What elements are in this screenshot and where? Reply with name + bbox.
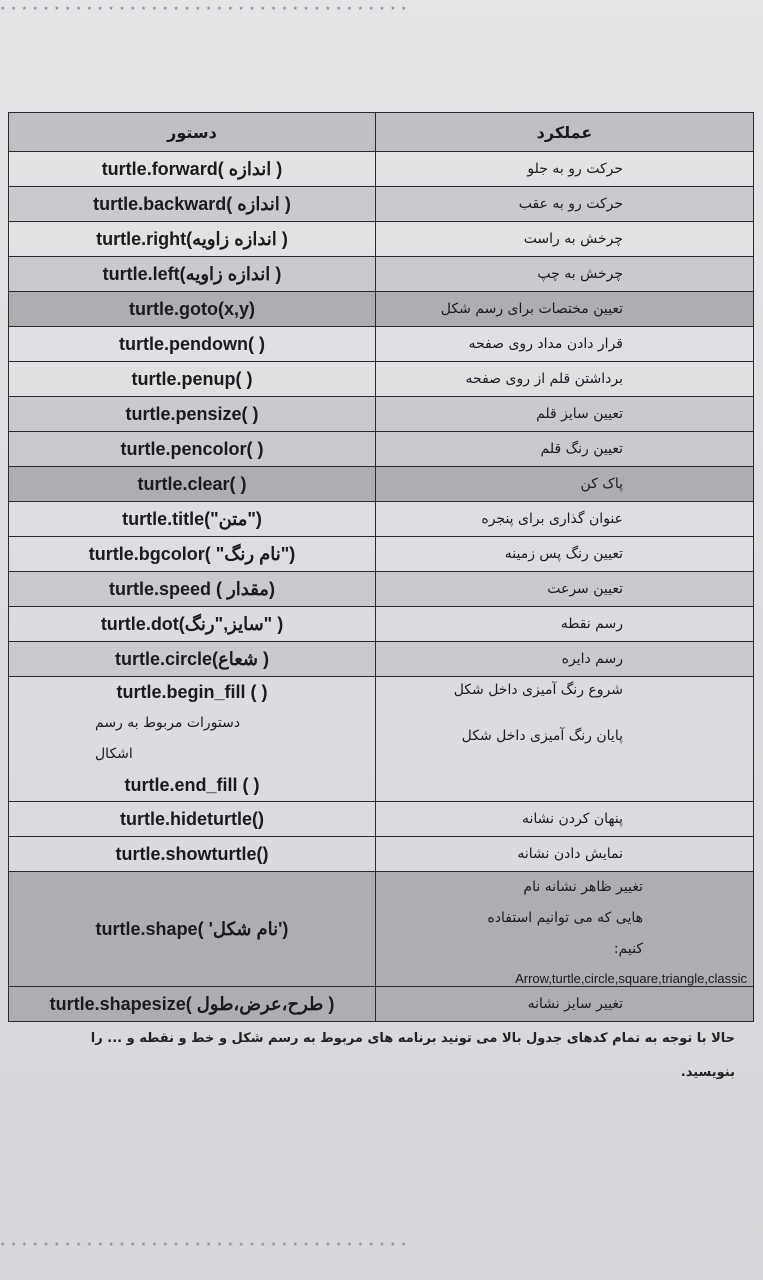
drawing-commands-note: دستورات مربوط به رسم: [95, 715, 241, 731]
table-row: [9, 502, 754, 537]
command-cell: turtle.showturtle(): [9, 837, 376, 872]
command-cell: turtle.shapesize( طرح،عرض،طول ): [9, 987, 376, 1022]
begin-fill-function: شروع رنگ آمیزی داخل شکل: [453, 682, 623, 698]
function-cell: چرخش به چپ: [376, 257, 754, 292]
function-cell: تعیین سرعت: [376, 572, 754, 607]
command-cell: turtle.forward( اندازه ): [9, 152, 376, 187]
command-cell: turtle.left(اندازه زاویه ): [9, 257, 376, 292]
command-cell: turtle.speed ( مقدار): [9, 572, 376, 607]
table-row: [9, 837, 754, 872]
function-cell: نمایش دادن نشانه: [376, 837, 754, 872]
function-cell: رسم نقطه: [376, 607, 754, 642]
function-cell: پاک کن: [376, 467, 754, 502]
table-row: [9, 397, 754, 432]
table-row: [9, 467, 754, 502]
function-cell: چرخش به راست: [376, 222, 754, 257]
function-cell: تعیین مختصات برای رسم شکل: [376, 292, 754, 327]
command-cell: turtle.pendown( ): [9, 327, 376, 362]
header-function: عملکرد: [376, 113, 754, 152]
shape-function-line-1: تغییر ظاهر نشانه نام: [523, 879, 643, 895]
fill-table-row: [9, 677, 754, 802]
table-row: [9, 152, 754, 187]
table-row: [9, 537, 754, 572]
command-cell: turtle.circle(شعاع ): [9, 642, 376, 677]
shape-function-line-3: کنیم:: [613, 941, 643, 957]
begin-fill-command: turtle.begin_fill ( ): [116, 682, 268, 702]
table-row: [9, 292, 754, 327]
table-row: [9, 607, 754, 642]
table-row: [9, 572, 754, 607]
function-cell: عنوان گذاری برای پنجره: [376, 502, 754, 537]
function-cell: حرکت رو به عقب: [376, 187, 754, 222]
command-cell: turtle.goto(x,y): [9, 292, 376, 327]
function-cell: حرکت رو به جلو: [376, 152, 754, 187]
shape-names-list: Arrow,turtle,circle,square,triangle,classic: [515, 971, 747, 986]
fill-function-cell: [376, 677, 754, 802]
command-cell: turtle.right(اندازه زاویه ): [9, 222, 376, 257]
table-row: [9, 987, 754, 1022]
end-fill-command: turtle.end_fill ( ): [124, 775, 260, 795]
command-cell: turtle.title("متن"): [9, 502, 376, 537]
shape-function-cell: [376, 872, 754, 987]
shape-command-cell: turtle.shape( 'نام شکل'): [9, 872, 376, 987]
function-cell: رسم دایره: [376, 642, 754, 677]
drawing-commands-note-cont: اشکال: [95, 746, 133, 762]
header-command: دستور: [9, 113, 376, 152]
bottom-decorative-border: ٭ ٭ ٭ ٭ ٭ ٭ ٭ ٭ ٭ ٭ ٭ ٭ ٭ ٭ ٭ ٭ ٭ ٭ ٭ ٭ ٭ ٭ ٭ ٭ ٭ ٭ ٭ ٭ ٭ ٭ ٭ ٭ ٭ ٭ ٭ ٭ ٭ ٭: [0, 1240, 407, 1250]
end-fill-function: پایان رنگ آمیزی داخل شکل: [461, 728, 623, 744]
footer-line-1: حالا با توجه به تمام کدهای جدول بالا می تونید برنامه های مربوط به رسم شکل و خط و نقطه و ... را: [90, 1031, 735, 1046]
function-cell: برداشتن قلم از روی صفحه: [376, 362, 754, 397]
command-cell: turtle.bgcolor( "نام رنگ"): [9, 537, 376, 572]
shape-table-row: [9, 872, 754, 987]
function-cell: پنهان کردن نشانه: [376, 802, 754, 837]
turtle-commands-table: [8, 112, 754, 1022]
table-row: [9, 327, 754, 362]
command-cell: turtle.dot(سایز,"رنگ" ): [9, 607, 376, 642]
footer-instruction: [25, 1022, 735, 1090]
function-cell: قرار دادن مداد روی صفحه: [376, 327, 754, 362]
command-cell: turtle.pencolor( ): [9, 432, 376, 467]
top-decorative-border: ٭ ٭ ٭ ٭ ٭ ٭ ٭ ٭ ٭ ٭ ٭ ٭ ٭ ٭ ٭ ٭ ٭ ٭ ٭ ٭ ٭ ٭ ٭ ٭ ٭ ٭ ٭ ٭ ٭ ٭ ٭ ٭ ٭ ٭ ٭ ٭ ٭ ٭: [0, 4, 407, 14]
command-cell: turtle.backward( اندازه ): [9, 187, 376, 222]
table-header-row: [9, 113, 754, 152]
table-row: [9, 187, 754, 222]
table-row: [9, 802, 754, 837]
fill-command-cell: [9, 677, 376, 802]
function-cell: تعیین رنگ قلم: [376, 432, 754, 467]
command-cell: turtle.pensize( ): [9, 397, 376, 432]
table-row: [9, 362, 754, 397]
footer-line-2: بنویسید.: [680, 1065, 735, 1080]
command-cell: turtle.clear( ): [9, 467, 376, 502]
function-cell: تغییر سایز نشانه: [376, 987, 754, 1022]
table-row: [9, 432, 754, 467]
table-row: [9, 642, 754, 677]
shape-function-line-2: هایی که می توانیم استفاده: [487, 910, 643, 926]
table-row: [9, 257, 754, 292]
function-cell: تعیین رنگ پس زمینه: [376, 537, 754, 572]
command-cell: turtle.hideturtle(): [9, 802, 376, 837]
command-cell: turtle.penup( ): [9, 362, 376, 397]
table-row: [9, 222, 754, 257]
function-cell: تعیین سایز قلم: [376, 397, 754, 432]
